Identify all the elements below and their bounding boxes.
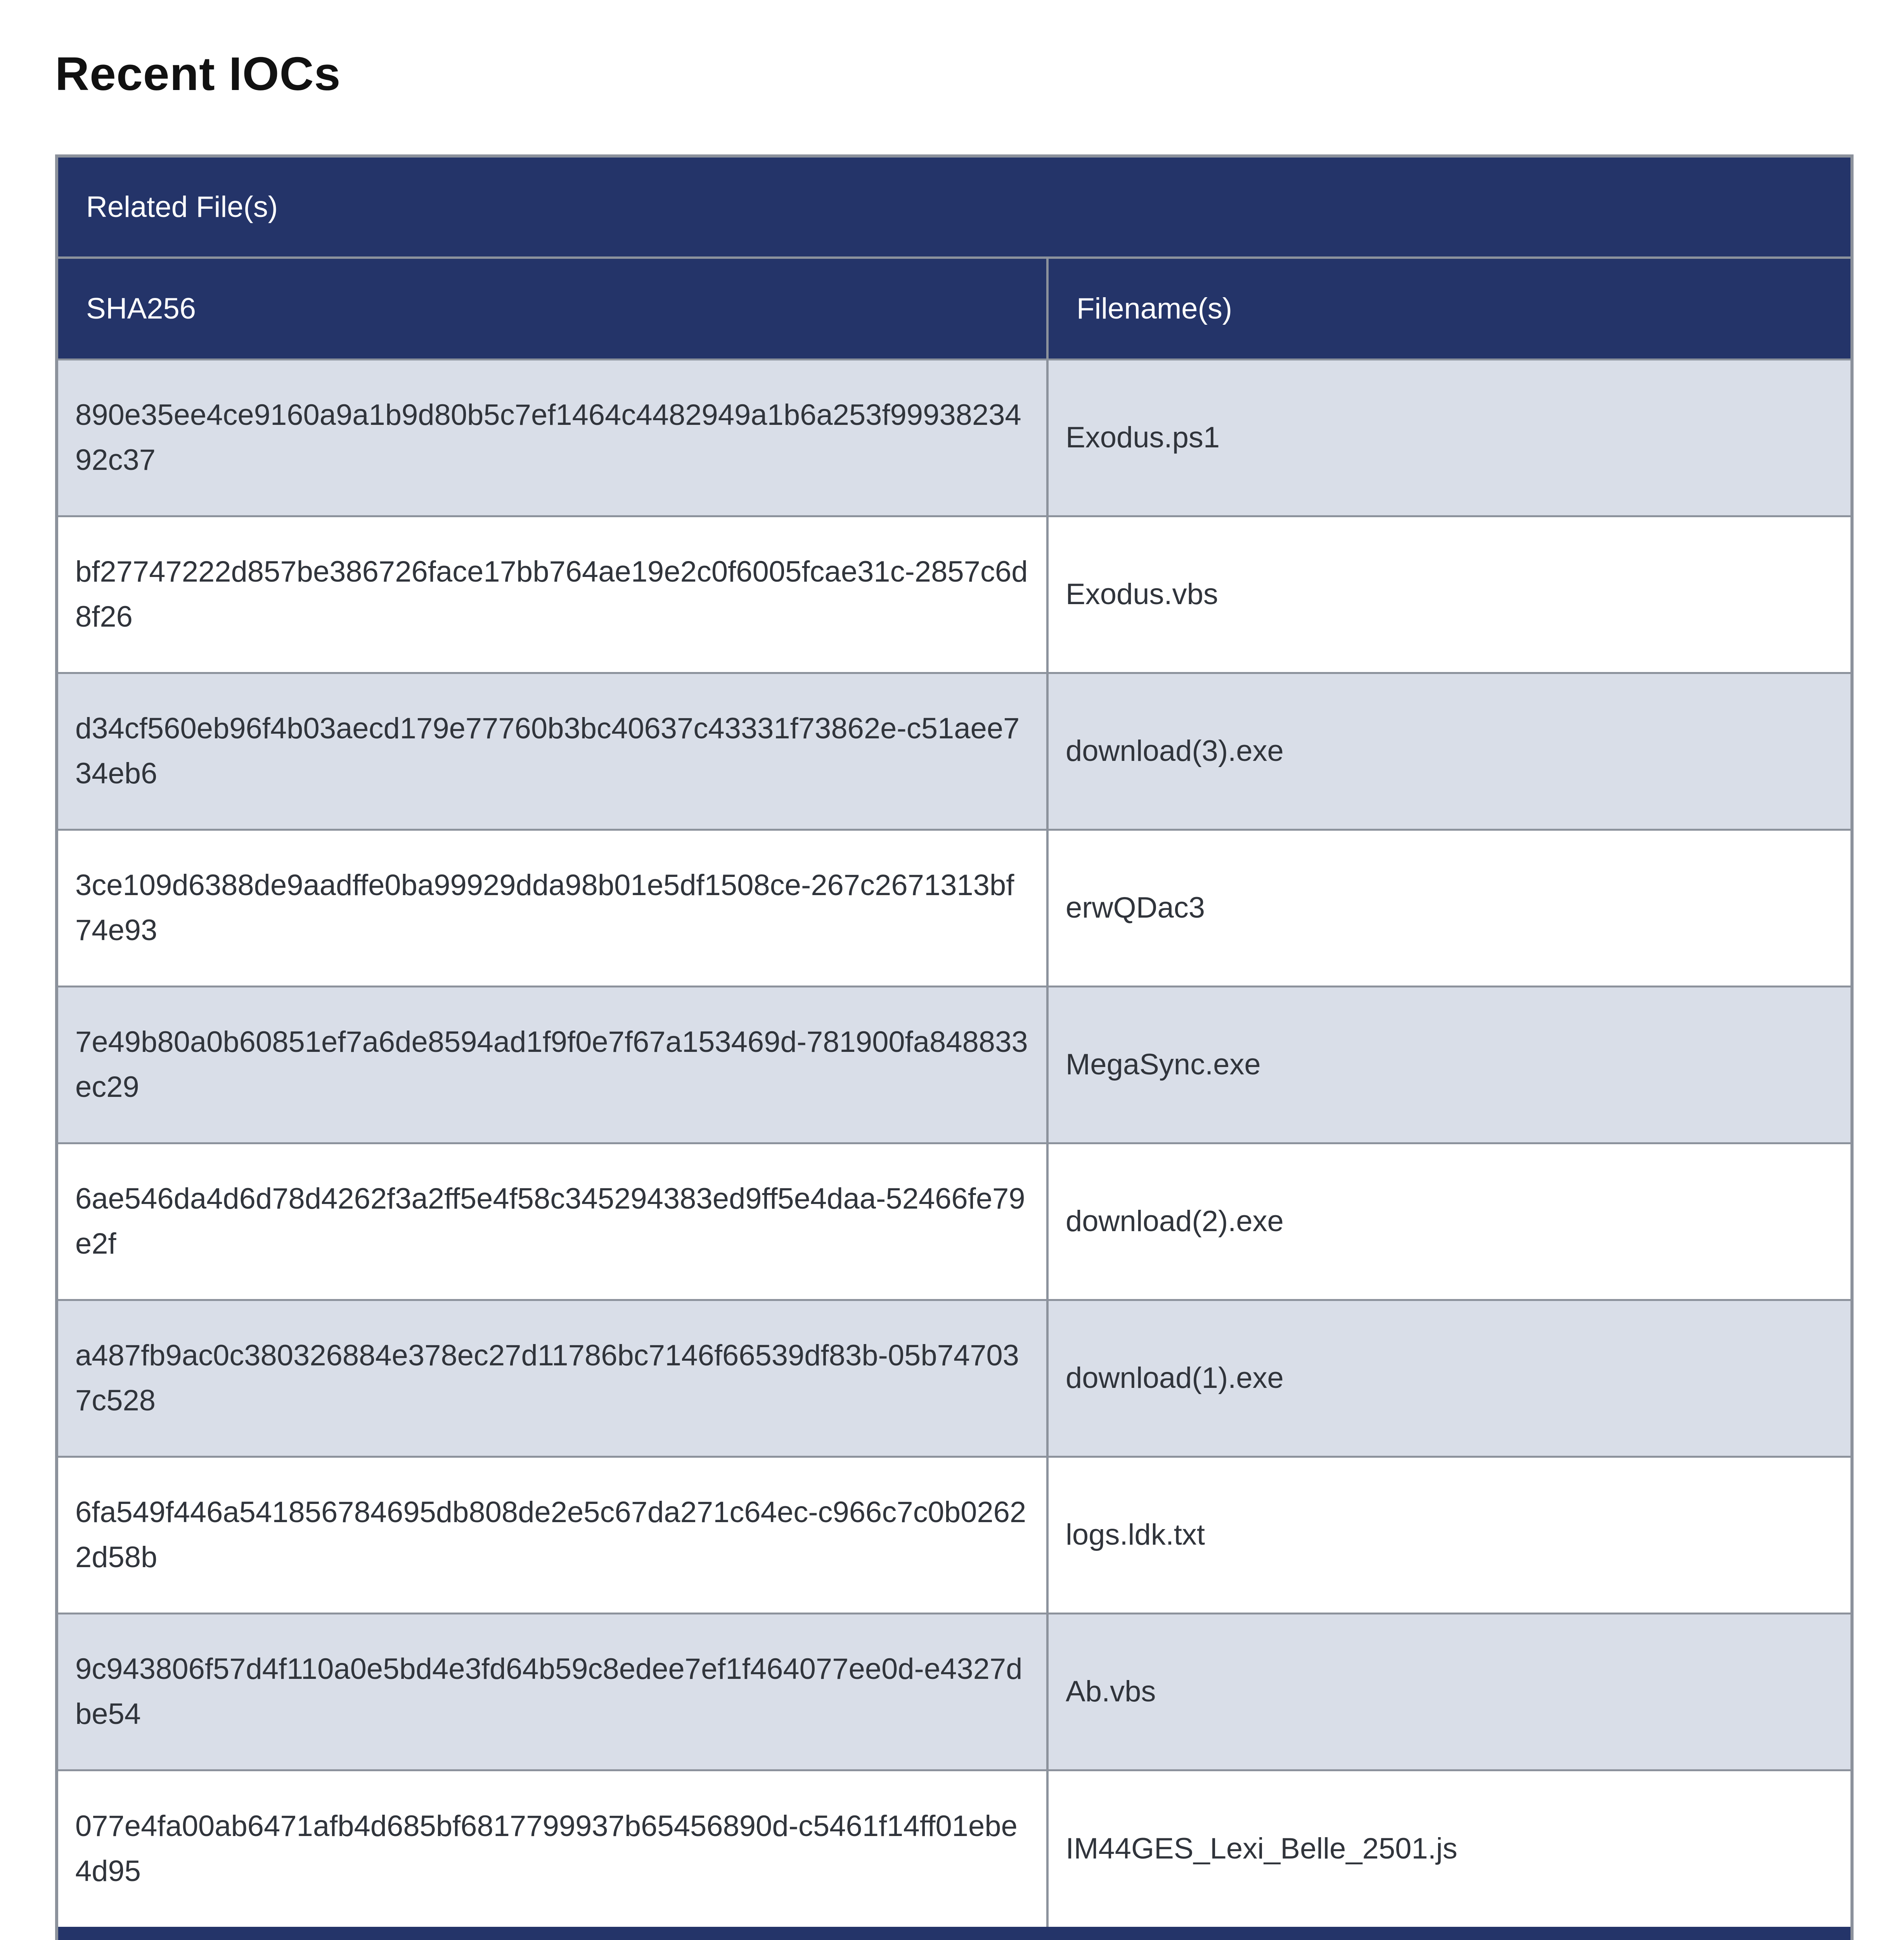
file-row: [57, 1770, 1852, 1927]
filename-value: download(3).exe: [1047, 673, 1852, 830]
file-row: [57, 1457, 1852, 1613]
file-row: [57, 673, 1852, 830]
file-row: [57, 1143, 1852, 1300]
files-column-header-row: [57, 258, 1852, 359]
filename-value: Ab.vbs: [1047, 1613, 1852, 1770]
filename-value: Exodus.vbs: [1047, 516, 1852, 673]
sha256-column-header: SHA256: [57, 258, 1047, 359]
filename-value: Exodus.ps1: [1047, 359, 1852, 516]
filename-value: IM44GES_Lexi_Belle_2501.js: [1047, 1770, 1852, 1927]
sha256-value: 6ae546da4d6d78d4262f3a2ff5e4f58c345294383ed9ff5e4daa-52466fe79e2f: [57, 1143, 1047, 1300]
ioc-table-body: [57, 156, 1852, 1940]
files-section-header: Related File(s): [57, 156, 1852, 258]
filename-value: MegaSync.exe: [1047, 986, 1852, 1143]
filename-column-header: Filename(s): [1047, 258, 1852, 359]
sha256-value: a487fb9ac0c380326884e378ec27d11786bc7146f66539df83b-05b747037c528: [57, 1300, 1047, 1457]
sha256-value: d34cf560eb96f4b03aecd179e77760b3bc40637c43331f73862e-c51aee734eb6: [57, 673, 1047, 830]
sha256-value: 077e4fa00ab6471afb4d685bf6817799937b65456890d-c5461f14ff01ebe4d95: [57, 1770, 1047, 1927]
sha256-value: 890e35ee4ce9160a9a1b9d80b5c7ef1464c4482949a1b6a253f9993823492c37: [57, 359, 1047, 516]
ip-section-header-row: [57, 1927, 1852, 1940]
file-row: [57, 830, 1852, 986]
file-row: [57, 986, 1852, 1143]
sha256-value: bf27747222d857be386726face17bb764ae19e2c0f6005fcae31c-2857c6d8f26: [57, 516, 1047, 673]
ip-section-header: [57, 1927, 1852, 1940]
filename-value: download(1).exe: [1047, 1300, 1852, 1457]
file-row: [57, 1613, 1852, 1770]
filename-value: erwQDac3: [1047, 830, 1852, 986]
file-row: [57, 516, 1852, 673]
sha256-value: 6fa549f446a541856784695db808de2e5c67da271c64ec-c966c7c0b02622d58b: [57, 1457, 1047, 1613]
sha256-value: 3ce109d6388de9aadffe0ba99929dda98b01e5df1508ce-267c2671313bf74e93: [57, 830, 1047, 986]
file-row: [57, 359, 1852, 516]
sha256-value: 7e49b80a0b60851ef7a6de8594ad1f9f0e7f67a153469d-781900fa848833ec29: [57, 986, 1047, 1143]
filename-value: download(2).exe: [1047, 1143, 1852, 1300]
file-row: [57, 1300, 1852, 1457]
sha256-value: 9c943806f57d4f110a0e5bd4e3fd64b59c8edee7ef1f464077ee0d-e4327dbe54: [57, 1613, 1047, 1770]
ioc-table: [55, 154, 1854, 1940]
files-section-header-row: [57, 156, 1852, 258]
filename-value: logs.ldk.txt: [1047, 1457, 1852, 1613]
page-title: Recent IOCs: [55, 47, 341, 100]
